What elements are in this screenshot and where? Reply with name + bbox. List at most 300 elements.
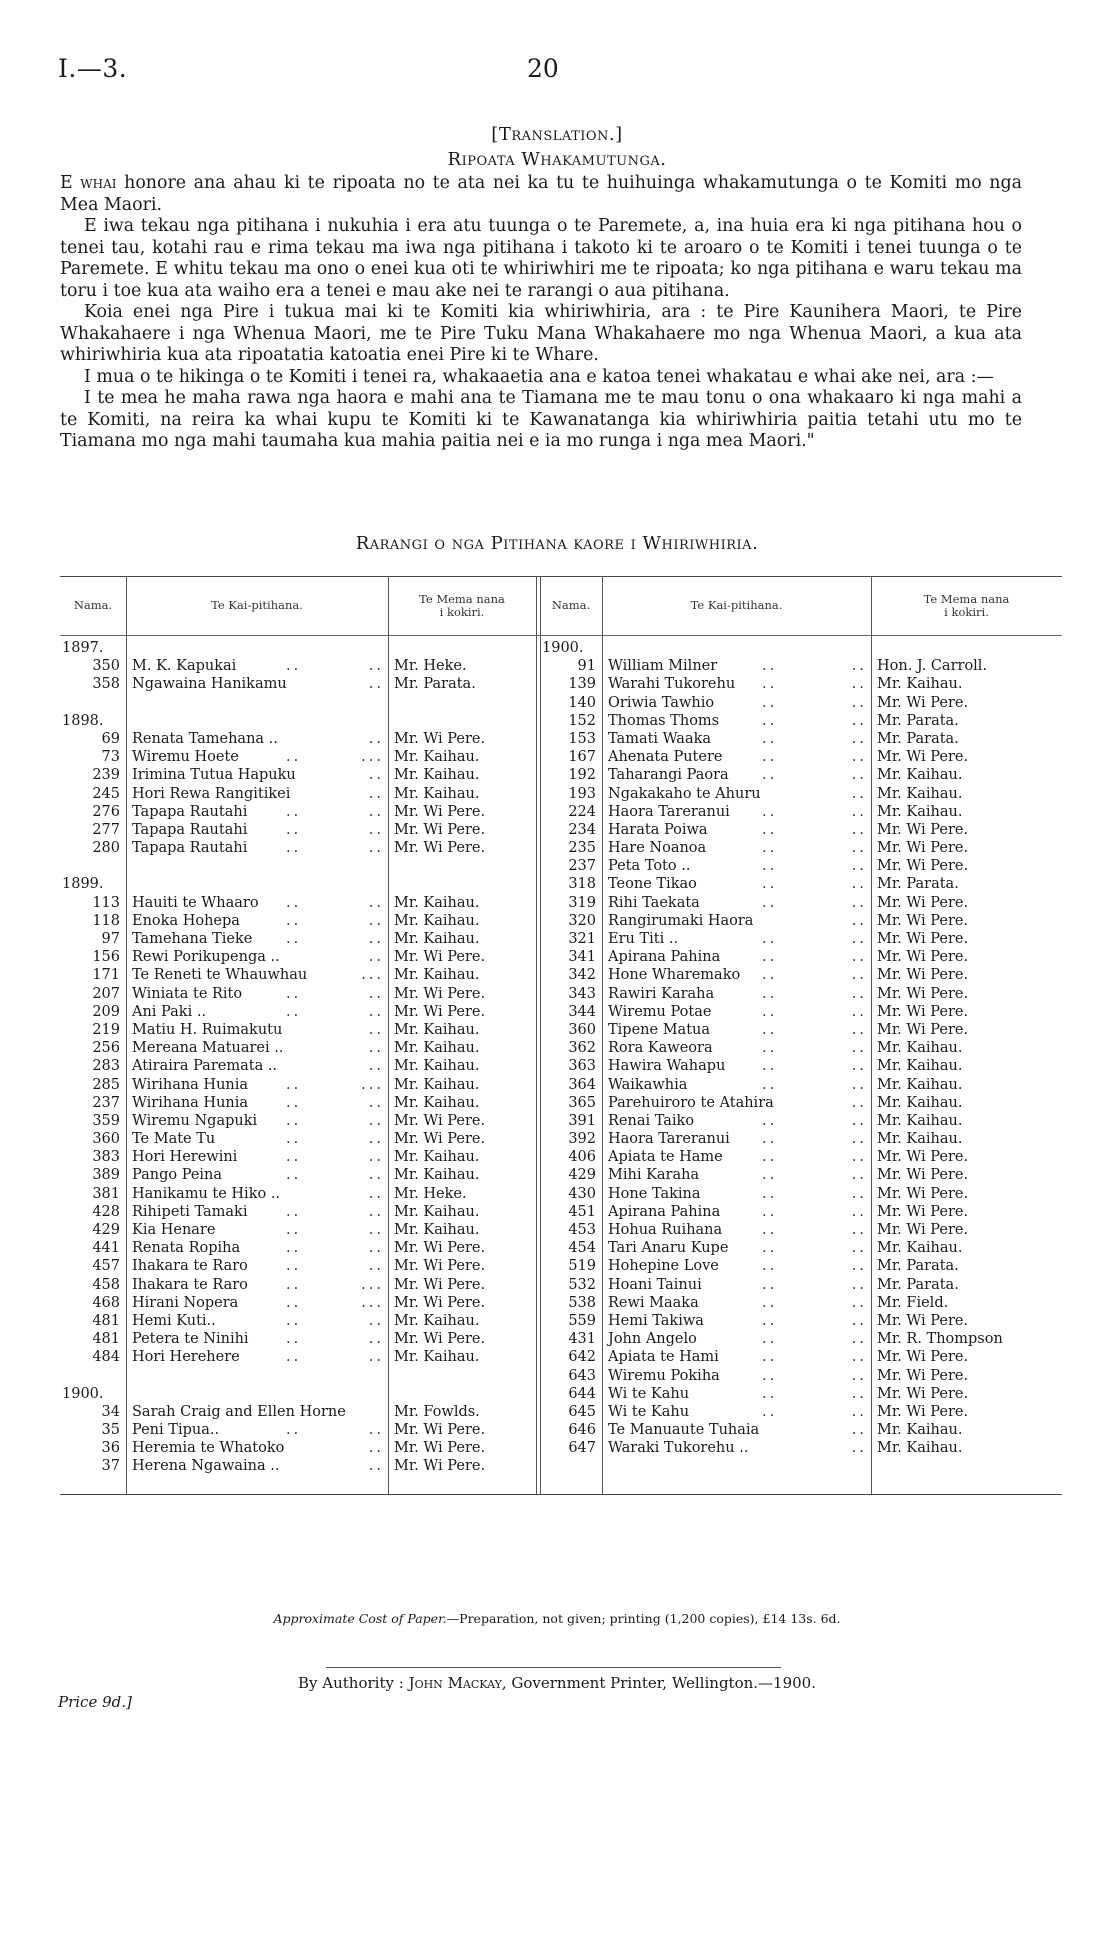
petition-number: 342: [568, 967, 596, 984]
leader-dots: ..: [762, 1312, 778, 1329]
leader-dots: ..: [368, 1094, 384, 1111]
spacer-row: [126, 712, 388, 730]
member-name: Mr. Parata.: [877, 1276, 959, 1293]
petition-number: 37: [101, 1458, 120, 1475]
leader-dots: ..: [286, 1112, 302, 1129]
member-name: Mr. Wi Pere.: [394, 1331, 486, 1348]
member-name: Mr. Kaihau.: [394, 931, 480, 947]
petitioner-text: Apirana Pahina: [608, 949, 721, 966]
petitioner-text: Wiremu Potae: [608, 1003, 712, 1020]
petitioner-name: [602, 1003, 871, 1021]
petitioner-text: Renata Ropiha: [132, 1240, 241, 1257]
leader-dots: ..: [368, 1058, 384, 1075]
petitioner-name: [602, 1385, 871, 1403]
petitioner-text: Harata Poiwa: [608, 821, 708, 838]
leader-dots: ..: [368, 1185, 384, 1202]
member-name: Mr. Wi Pere.: [877, 1312, 969, 1329]
petitioner-name: [126, 1403, 388, 1421]
leader-dots: ..: [851, 1403, 867, 1420]
paragraph-2: E iwa tekau nga pitihana i nukuhia i era atu tuunga o te Paremete, a, ina huia era ki nga pitihana hou o tenei tau, kotahi rau e rima tekau ma iwa nga pitihana i takoto ki te aroaro o te Komiti i tenei tuunga o te Paremete. E whitu tekau ma ono o enei kua oti te whiriwhiri me te ripoata; ko nga pitihana e waru tekau ma toru i toe kua ata waiho era a tenei e mau ake nei te rarangi o aua pitihana.: [60, 216, 1022, 301]
member-name: Mr. Kaihau.: [877, 1131, 963, 1148]
cost-label: Approximate Cost of Paper.: [273, 1611, 447, 1626]
member-name: Mr. Wi Pere.: [394, 1422, 486, 1439]
paragraph-5: I te mea he maha rawa nga haora e mahi ana te Tiamana me te mau tonu o ona whakaaro ki nga mahi a te Komiti, na reira ka whai kupu te Komiti ki te Kawanatanga kia whiriwhiria paitia tetahi utu mo te Tiamana mo nga mahi taumaha kua mahia paitia nei e ia mo runga i nga mea Maori.": [60, 388, 1022, 451]
leader-dots: ..: [286, 658, 302, 675]
petitioner-name: [126, 1057, 388, 1075]
spacer-row: [60, 1367, 120, 1385]
petitioner-text: Ahenata Putere: [608, 749, 723, 766]
petitioner-name: [126, 1203, 388, 1221]
petition-number: 364: [568, 1076, 596, 1093]
leader-dots: ..: [368, 1458, 384, 1475]
petitioner-name: [602, 1403, 871, 1421]
leader-dots: ..: [851, 1422, 867, 1439]
leader-dots: ..: [762, 821, 778, 838]
member-name: Mr. Wi Pere.: [394, 803, 486, 820]
petitioner-name: [126, 766, 388, 784]
column-divider: [536, 576, 537, 1494]
petition-number: 644: [568, 1385, 596, 1402]
year-label: 1900.: [62, 1385, 104, 1402]
petition-number: 97: [101, 931, 120, 947]
member-name: Mr. Heke.: [394, 658, 467, 675]
leader-dots: ...: [361, 967, 384, 984]
petitioner-text: Irimina Tutua Hapuku: [132, 767, 296, 784]
spacer-row: [126, 1367, 388, 1385]
petitioner-text: Waraki Tukorehu ..: [608, 1440, 749, 1457]
petitioner-name: [126, 1039, 388, 1057]
petitioner-name: [126, 839, 388, 857]
leader-dots: ..: [762, 1294, 778, 1311]
leader-dots: ..: [286, 1094, 302, 1111]
petitioner-name: [126, 657, 388, 675]
petitioner-text: Hemi Kuti..: [132, 1312, 216, 1329]
petitioner-text: Rewi Porikupenga ..: [132, 949, 280, 966]
petitioner-text: Heremia te Whatoko: [132, 1440, 285, 1457]
leader-dots: ..: [762, 1276, 778, 1293]
petition-number: 36: [101, 1440, 120, 1457]
petitioner-name: [126, 785, 388, 803]
petitioner-text: William Milner: [608, 658, 718, 675]
leader-dots: ..: [851, 1385, 867, 1402]
petitioner-text: Ngakakaho te Ahuru: [608, 785, 761, 802]
petitioner-text: Rora Kaweora: [608, 1040, 713, 1057]
leader-dots: ..: [762, 840, 778, 857]
petition-number: 140: [568, 694, 596, 711]
member-name: Mr. Kaihau.: [877, 676, 963, 693]
leader-dots: ..: [851, 676, 867, 693]
leader-dots: ..: [851, 821, 867, 838]
petitioner-text: Hawira Wahapu: [608, 1058, 726, 1075]
petition-number: 73: [101, 749, 120, 766]
petitioner-name: [602, 730, 871, 748]
petitioner-text: Te Manuaute Tuhaia: [608, 1422, 760, 1439]
leader-dots: ..: [851, 1367, 867, 1384]
petitioner-name: [602, 966, 871, 984]
petition-number: 359: [92, 1112, 120, 1129]
petition-number: 283: [92, 1058, 120, 1075]
leader-dots: ..: [851, 1003, 867, 1020]
petition-number: 224: [568, 803, 596, 820]
petitioner-text: Eru Titi ..: [608, 931, 679, 947]
leader-dots: ..: [368, 949, 384, 966]
petition-number: 392: [568, 1131, 596, 1148]
petition-number: 431: [568, 1331, 596, 1348]
petitioner-text: Tapapa Rautahi: [132, 803, 248, 820]
member-name: Mr. Kaihau.: [394, 1021, 480, 1038]
petition-number: 454: [568, 1240, 596, 1257]
member-name: Mr. Wi Pere.: [394, 1240, 486, 1257]
member-name: Mr. Kaihau.: [877, 1076, 963, 1093]
leader-dots: ..: [368, 1021, 384, 1038]
leader-dots: ..: [762, 1076, 778, 1093]
leader-dots: ..: [368, 821, 384, 838]
member-name: Mr. Wi Pere.: [877, 858, 969, 875]
petition-number: 235: [568, 840, 596, 857]
member-name: Mr. Kaihau.: [394, 1222, 480, 1238]
petitioner-text: Parehuiroro te Atahira: [608, 1094, 774, 1111]
member-name: Mr. Heke.: [394, 1185, 467, 1202]
leader-dots: ..: [286, 1203, 302, 1220]
petitioner-text: Atiraira Paremata ..: [132, 1058, 278, 1075]
leader-dots: ..: [851, 1021, 867, 1038]
leader-dots: ..: [851, 1203, 867, 1220]
petitioner-text: Kia Henare: [132, 1222, 216, 1238]
petition-number: 35: [101, 1422, 120, 1439]
right-petitioner-column: [602, 639, 871, 1457]
petitioner-text: Winiata te Rito: [132, 985, 243, 1002]
spacer-row: [388, 1367, 536, 1385]
petitioner-name: [602, 1148, 871, 1166]
petition-number: 429: [92, 1222, 120, 1238]
leader-dots: ..: [286, 1258, 302, 1275]
petitioner-name: [602, 1166, 871, 1184]
leader-dots: ..: [762, 676, 778, 693]
member-name: Mr. Parata.: [877, 1258, 959, 1275]
header-member-line1: Te Mema nana: [923, 591, 1010, 606]
leader-dots: ..: [368, 730, 384, 747]
leader-dots: ..: [286, 1422, 302, 1439]
petitioner-text: Tapapa Rautahi: [132, 840, 248, 857]
petition-number: 645: [568, 1403, 596, 1420]
leader-dots: ..: [368, 1349, 384, 1366]
leader-dots: ..: [762, 803, 778, 820]
header-number-left: Nama.: [73, 598, 113, 612]
petition-number: 319: [568, 894, 596, 911]
member-name: Mr. Wi Pere.: [394, 1440, 486, 1457]
member-name: Mr. Wi Pere.: [394, 1458, 486, 1475]
petitioner-name: [126, 1421, 388, 1439]
petition-number: 239: [92, 767, 120, 784]
petition-number: 642: [568, 1349, 596, 1366]
leader-dots: ..: [851, 1149, 867, 1166]
paragraph-1-lead: E whai: [60, 173, 117, 193]
petitioner-name: [602, 985, 871, 1003]
leader-dots: ..: [368, 1240, 384, 1257]
petitioner-text: Haora Tareranui: [608, 1131, 730, 1148]
petitioner-name: [602, 875, 871, 893]
petitioner-text: Pango Peina: [132, 1167, 223, 1184]
member-name: Mr. Wi Pere.: [877, 1149, 969, 1166]
petition-number: 458: [92, 1276, 120, 1293]
petition-number: 646: [568, 1422, 596, 1439]
leader-dots: ..: [286, 1331, 302, 1348]
petition-number: 457: [92, 1258, 120, 1275]
leader-dots: ..: [762, 1185, 778, 1202]
paragraph-4: I mua o te hikinga o te Komiti i tenei ra, whakaaetia ana e katoa tenei whakatau e whai ake nei, ara :—: [84, 366, 994, 387]
leader-dots: ..: [286, 1349, 302, 1366]
leader-dots: ..: [851, 1131, 867, 1148]
member-name: Mr. Kaihau.: [877, 1040, 963, 1057]
leader-dots: ..: [851, 694, 867, 711]
leader-dots: ..: [286, 749, 302, 766]
petitioner-name: [602, 657, 871, 675]
petitioner-name: [602, 694, 871, 712]
petitioner-name: [126, 1457, 388, 1475]
member-name: Mr. Kaihau.: [394, 1149, 480, 1166]
petitioner-name: [602, 821, 871, 839]
petitioner-text: Ngawaina Hanikamu: [132, 676, 287, 693]
report-heading: Ripoata Whakamutunga.: [447, 149, 667, 170]
petition-number: 167: [568, 749, 596, 766]
leader-dots: ..: [851, 840, 867, 857]
leader-dots: ..: [286, 821, 302, 838]
petitioner-name: [126, 1257, 388, 1275]
paragraph-3: Koia enei nga Pire i tukua mai ki te Komiti kia whiriwhiria, ara : te Pire Kaunihera Maori, te Pire Whakahaere i nga Whenua Maori, me te Pire Tuku Mana Whakahaere mo nga Whenua Maori, a kua ata whiriwhiria kua ata ripoatatia katoatia enei Pire ki te Whare.: [60, 302, 1022, 365]
member-name: Mr. Wi Pere.: [394, 821, 486, 838]
petitioner-text: Wiremu Pokiha: [608, 1367, 720, 1384]
member-name: Mr. Kaihau.: [394, 1094, 480, 1111]
petitioner-name: [602, 1367, 871, 1385]
petition-number: 219: [92, 1021, 120, 1038]
petition-number: 277: [92, 821, 120, 838]
leader-dots: ..: [286, 803, 302, 820]
leader-dots: ..: [286, 985, 302, 1002]
member-name: Mr. Kaihau.: [394, 894, 480, 911]
leader-dots: ..: [851, 967, 867, 984]
leader-dots: ..: [762, 658, 778, 675]
leader-dots: ..: [851, 803, 867, 820]
leader-dots: ..: [851, 931, 867, 947]
member-name: Mr. Wi Pere.: [877, 985, 969, 1002]
member-name: Mr. Kaihau.: [394, 1076, 480, 1093]
member-name: Mr. Kaihau.: [877, 1112, 963, 1129]
petition-list-title: Rarangi o nga Pitihana kaore i Whiriwhiria.: [355, 533, 759, 554]
member-name: Mr. Wi Pere.: [394, 1112, 486, 1129]
member-name: Mr. Kaihau.: [394, 749, 480, 766]
leader-dots: ..: [851, 1222, 867, 1238]
petition-number: 363: [568, 1058, 596, 1075]
spacer-row: [388, 712, 536, 730]
leader-dots: ..: [762, 876, 778, 893]
petitioner-text: Tipene Matua: [608, 1021, 711, 1038]
petition-number: 559: [568, 1312, 596, 1329]
leader-dots: ..: [762, 1131, 778, 1148]
leader-dots: ..: [851, 712, 867, 729]
petitioner-text: Peta Toto ..: [608, 858, 691, 875]
leader-dots: ..: [762, 1349, 778, 1366]
leader-dots: ..: [286, 931, 302, 947]
petitioner-name: [126, 1185, 388, 1203]
paragraph-1-text: honore ana ahau ki te ripoata no te ata nei ka tu te huihuinga whakamutunga o te Komiti mo nga Mea Maori.: [60, 173, 1022, 215]
petitioner-text: Apirana Pahina: [608, 1203, 721, 1220]
leader-dots: ..: [762, 931, 778, 947]
leader-dots: ..: [762, 1112, 778, 1129]
printer-name: John Mackay: [408, 1674, 502, 1692]
petition-number: 453: [568, 1222, 596, 1238]
member-name: Mr. R. Thompson: [877, 1331, 1003, 1348]
leader-dots: ..: [368, 1422, 384, 1439]
leader-dots: ..: [851, 1349, 867, 1366]
leader-dots: ..: [368, 1167, 384, 1184]
leader-dots: ...: [361, 1076, 384, 1093]
petitioner-text: Enoka Hohepa: [132, 912, 240, 929]
member-name: Mr. Kaihau.: [877, 803, 963, 820]
petitioner-text: Rihipeti Tamaki: [132, 1203, 248, 1220]
spacer-row: [388, 639, 536, 657]
petitioner-text: Hohepine Love: [608, 1258, 719, 1275]
leader-dots: ..: [368, 894, 384, 911]
petitioner-text: Apiata te Hame: [608, 1149, 723, 1166]
petition-number: 171: [92, 967, 120, 984]
petition-number: 193: [568, 785, 596, 802]
header-petitioner-left: Te Kai-pitihana.: [211, 598, 303, 612]
petition-number: 360: [568, 1021, 596, 1038]
petition-number: 91: [577, 658, 596, 675]
member-name: Mr. Wi Pere.: [877, 894, 969, 911]
petition-number: 383: [92, 1149, 120, 1166]
petitioner-text: Hemi Takiwa: [608, 1312, 704, 1329]
petitioner-name: [126, 1003, 388, 1021]
spacer-row: [388, 694, 536, 712]
leader-dots: ..: [286, 1131, 302, 1148]
petitioner-name: [126, 1294, 388, 1312]
petition-number: 538: [568, 1294, 596, 1311]
member-name: Mr. Wi Pere.: [877, 912, 969, 929]
member-name: Mr. Wi Pere.: [877, 1167, 969, 1184]
petition-number: 343: [568, 985, 596, 1002]
leader-dots: ..: [851, 1331, 867, 1348]
leader-dots: ..: [762, 949, 778, 966]
translation-label: [Translation.]: [491, 124, 623, 145]
petitioner-text: Wiremu Ngapuki: [132, 1112, 258, 1129]
left-number-column: [60, 639, 120, 1476]
petitioner-name: [126, 1439, 388, 1457]
petition-number: 320: [568, 912, 596, 929]
leader-dots: ..: [286, 894, 302, 911]
petition-number: 118: [92, 912, 120, 929]
leader-dots: ..: [368, 1131, 384, 1148]
petitioner-text: Rawiri Karaha: [608, 985, 715, 1002]
header-petitioner-right: Te Kai-pitihana.: [690, 598, 783, 612]
header-member-right: [871, 576, 1062, 635]
member-name: Mr. Wi Pere.: [877, 840, 969, 857]
leader-dots: ..: [286, 1149, 302, 1166]
petitioner-name: [126, 821, 388, 839]
leader-dots: ..: [368, 1312, 384, 1329]
petitioner-text: Renai Taiko: [608, 1112, 695, 1129]
petitioner-name: [126, 1330, 388, 1348]
petitioner-name: [602, 930, 871, 948]
leader-dots: ..: [762, 1040, 778, 1057]
leader-dots: ..: [368, 1222, 384, 1238]
member-name: Mr. Wi Pere.: [877, 967, 969, 984]
member-name: Mr. Kaihau.: [394, 967, 480, 984]
leader-dots: ..: [851, 767, 867, 784]
leader-dots: ..: [851, 1312, 867, 1329]
member-name: Mr. Wi Pere.: [877, 1349, 969, 1366]
spacer-row: [126, 875, 388, 893]
petitioner-name: [602, 839, 871, 857]
petition-number: 192: [568, 767, 596, 784]
member-name: Mr. Wi Pere.: [394, 1294, 486, 1311]
petition-number: 344: [568, 1003, 596, 1020]
page-number: 20: [527, 54, 559, 83]
petitioner-name: [602, 1130, 871, 1148]
petitioner-name: [602, 1257, 871, 1275]
petitioner-text: Tari Anaru Kupe: [608, 1240, 729, 1257]
leader-dots: ..: [286, 1222, 302, 1238]
petitioner-name: [602, 1203, 871, 1221]
member-name: Mr. Wi Pere.: [877, 821, 969, 838]
leader-dots: ..: [762, 1367, 778, 1384]
petition-number: 234: [568, 821, 596, 838]
petitioner-name: [126, 1076, 388, 1094]
member-name: Mr. Kaihau.: [877, 1094, 963, 1111]
petitioner-name: [126, 1276, 388, 1294]
member-name: Mr. Wi Pere.: [877, 1403, 969, 1420]
member-name: Mr. Kaihau.: [394, 767, 480, 784]
petitioner-text: Tamehana Tieke: [132, 931, 253, 947]
spacer-row: [126, 639, 388, 657]
leader-dots: ..: [851, 912, 867, 929]
petitioner-name: [126, 1348, 388, 1366]
petition-number: 153: [568, 730, 596, 747]
member-name: Mr. Wi Pere.: [877, 1367, 969, 1384]
petitioner-name: [126, 966, 388, 984]
leader-dots: ..: [286, 1076, 302, 1093]
member-name: Mr. Kaihau.: [394, 1203, 480, 1220]
petitioner-name: [126, 930, 388, 948]
leader-dots: ..: [851, 1240, 867, 1257]
petition-number: 69: [101, 730, 120, 747]
petition-number: 152: [568, 712, 596, 729]
leader-dots: ..: [851, 1094, 867, 1111]
petitioner-name: [126, 730, 388, 748]
leader-dots: ..: [851, 1076, 867, 1093]
member-name: Mr. Kaihau.: [877, 1240, 963, 1257]
member-name: Mr. Wi Pere.: [394, 1131, 486, 1148]
member-name: Mr. Wi Pere.: [877, 1185, 969, 1202]
member-name: Mr. Kaihau.: [394, 1349, 480, 1366]
petitioner-text: Hanikamu te Hiko ..: [132, 1185, 281, 1202]
leader-dots: ..: [851, 785, 867, 802]
leader-dots: ..: [368, 767, 384, 784]
petition-number: 318: [568, 876, 596, 893]
leader-dots: ..: [286, 1167, 302, 1184]
petitioner-name: [602, 1294, 871, 1312]
petitioner-name: [602, 766, 871, 784]
petitioner-name: [602, 675, 871, 693]
petition-number: 381: [92, 1185, 120, 1202]
petition-number: 362: [568, 1040, 596, 1057]
petition-number: 389: [92, 1167, 120, 1184]
leader-dots: ..: [851, 1167, 867, 1184]
petition-number: 156: [92, 949, 120, 966]
leader-dots: ..: [851, 658, 867, 675]
petitioner-text: Taharangi Paora: [608, 767, 729, 784]
petitioner-text: Tapapa Rautahi: [132, 821, 248, 838]
